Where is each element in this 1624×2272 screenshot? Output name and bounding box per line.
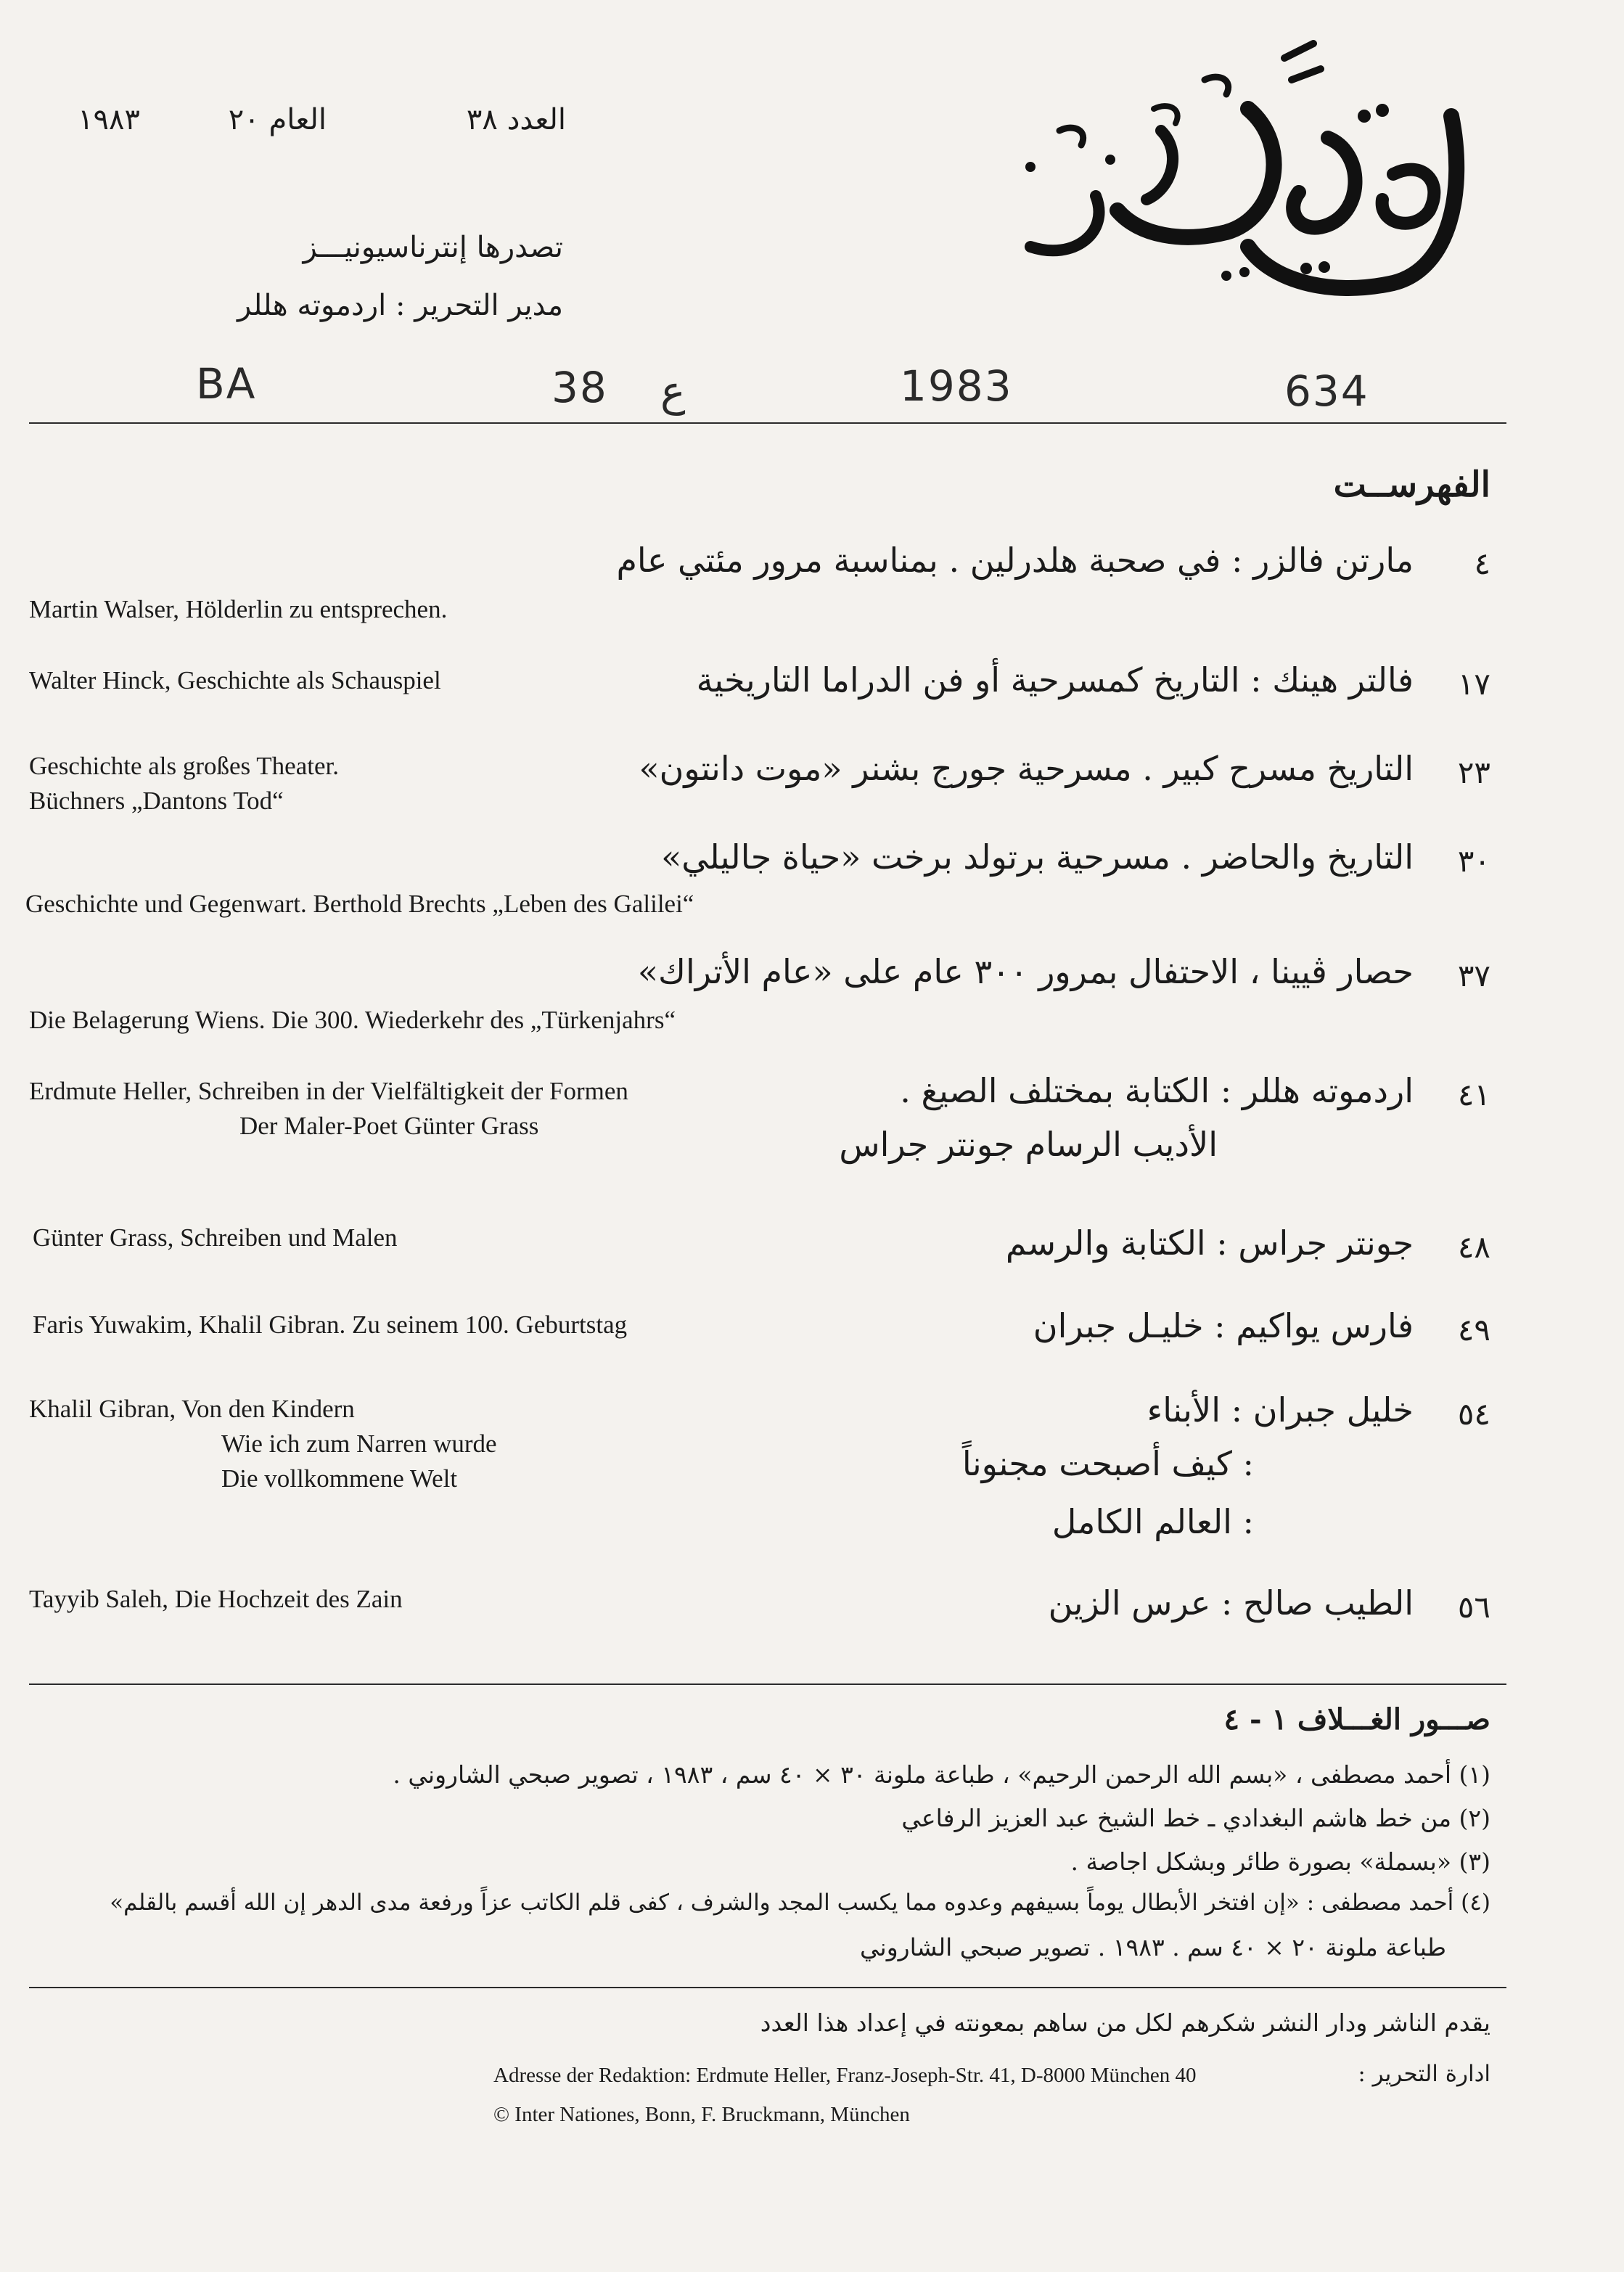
toc-title-de: Erdmute Heller, Schreiben in der Vielfältigkeit der Formen [29,1077,628,1105]
editorial-address-label-ar: ادارة التحرير : [1358,2061,1490,2087]
toc-title-ar: حصار ڤيينا ، الاحتفال بمرور ٣٠٠ عام على «عام الأتراك» [637,952,1414,991]
toc-title-de: Büchners „Dantons Tod“ [29,787,284,815]
toc-divider [29,1684,1506,1685]
toc-title-ar: فالتر هينك : التاريخ كمسرحية أو فن الدراما التاريخية [696,660,1414,700]
toc-title-de: Geschichte und Gegenwart. Berthold Brechts „Leben des Galilei“ [25,890,694,918]
logo-calligraphy-icon [987,29,1495,319]
issue-number: العدد ٣٨ [466,103,566,136]
toc-title-ar: مارتن فالزر : في صحبة هلدرلين . بمناسبة مرور مئتي عام [616,541,1414,580]
toc-page-number: ٥٦ [1457,1589,1490,1625]
cover-divider [29,1987,1506,1988]
cover-caption: (٤) أحمد مصطفى : «إن افتخر الأبطال يوماً بسيفهم وعدوه مما يكسب المجد والشرف ، كفى قلم الكاتب عزاً ورفعة مدى الدهر إن الله أقسم بالقلم» [110,1890,1490,1916]
toc-title-ar: اردموته هللر : الكتابة بمختلف الصيغ . [900,1071,1414,1110]
handwritten-note: ع [660,366,686,416]
cover-caption: (٣) «بسملة» بصورة طائر وبشكل اجاصة . [1070,1847,1490,1876]
toc-page-number: ٥٤ [1457,1396,1490,1432]
magazine-logo [987,29,1495,319]
toc-title-de: Geschichte als großes Theater. [29,752,339,780]
toc-page-number: ٤ [1474,546,1490,581]
toc-title-ar: الطيب صالح : عرس الزين [1048,1583,1414,1623]
handwritten-note: BA [196,359,257,409]
editorial-address: Adresse der Redaktion: Erdmute Heller, Franz-Joseph-Str. 41, D-8000 München 40 [493,2064,1197,2087]
toc-title-ar: جونتر جراس : الكتابة والرسم [1005,1223,1414,1263]
toc-title-de: Faris Yuwakim, Khalil Gibran. Zu seinem 100. Geburtstag [33,1311,628,1339]
toc-title-de: Die Belagerung Wiens. Die 300. Wiederkehr des „Türkenjahrs“ [29,1006,676,1034]
toc-page-number: ٤١ [1457,1077,1490,1112]
toc-title-ar: فارس يواكيم : خليـل جبران [1033,1306,1414,1345]
publisher-line: تصدرها إنترناسيونيـــز [303,231,563,264]
toc-title-ar: التاريخ مسرح كبير . مسرحية جورج بشنر «موت دانتون» [639,749,1414,788]
toc-page-number: ٢٣ [1457,755,1490,790]
toc-title-de: Tayyib Saleh, Die Hochzeit des Zain [29,1585,403,1613]
editor-line: مدير التحرير : اردموته هللر [237,289,563,322]
header-divider [29,422,1506,424]
toc-title-ar: خليل جبران : الأبناء [1147,1390,1414,1430]
toc-page-number: ٣٠ [1457,843,1490,879]
toc-title-ar: : كيف أصبحت مجنوناً [961,1444,1254,1483]
issue-year: ١٩٨٣ [78,103,140,136]
toc-title-de: Günter Grass, Schreiben und Malen [33,1223,398,1252]
toc-page-number: ١٧ [1457,666,1490,702]
toc-page-number: ٣٧ [1457,958,1490,993]
cover-heading: صـــور الغـــلاف ١ - ٤ [1223,1702,1490,1736]
thanks-note: يقدم الناشر ودار النشر شكرهم لكل من ساهم بمعونته في إعداد هذا العدد [760,2009,1490,2037]
toc-title-de: Walter Hinck, Geschichte als Schauspiel [29,666,441,694]
toc-page-number: ٤٩ [1457,1312,1490,1348]
handwritten-note: 38 [551,363,608,412]
toc-title-de: Khalil Gibran, Von den Kindern [29,1395,355,1423]
cover-caption: طباعة ملونة ٢٠ × ٤٠ سم . ١٩٨٣ . تصوير صبحي الشاروني [860,1933,1446,1961]
toc-title-de: Die vollkommene Welt [221,1464,458,1493]
handwritten-note: 1983 [900,361,1013,411]
toc-title-ar: التاريخ والحاضر . مسرحية برتولد برخت «حياة جاليلي» [661,837,1414,877]
toc-page-number: ٤٨ [1457,1229,1490,1265]
copyright-line: © Inter Nationes, Bonn, F. Bruckmann, München [493,2103,910,2126]
toc-title-ar: الأديب الرسام جونتر جراس [839,1125,1218,1164]
toc-title-de: Martin Walser, Hölderlin zu entsprechen. [29,595,448,623]
toc-title-de: Der Maler-Poet Günter Grass [239,1112,539,1140]
toc-title-de: Wie ich zum Narren wurde [221,1430,497,1458]
toc-title-ar: : العالم الكامل [1051,1502,1254,1541]
cover-caption: (١) أحمد مصطفى ، «بسم الله الرحمن الرحيم» ، طباعة ملونة ٣٠ × ٤٠ سم ، ١٩٨٣ ، تصوير صبحي الشاروني . [393,1760,1490,1789]
toc-heading: الفهرســت [1333,464,1490,505]
cover-caption: (٢) من خط هاشم البغدادي ـ خط الشيخ عبد العزيز الرفاعي [901,1804,1490,1832]
issue-year-label: العام ٢٠ [228,103,327,136]
handwritten-note: 634 [1284,366,1369,416]
